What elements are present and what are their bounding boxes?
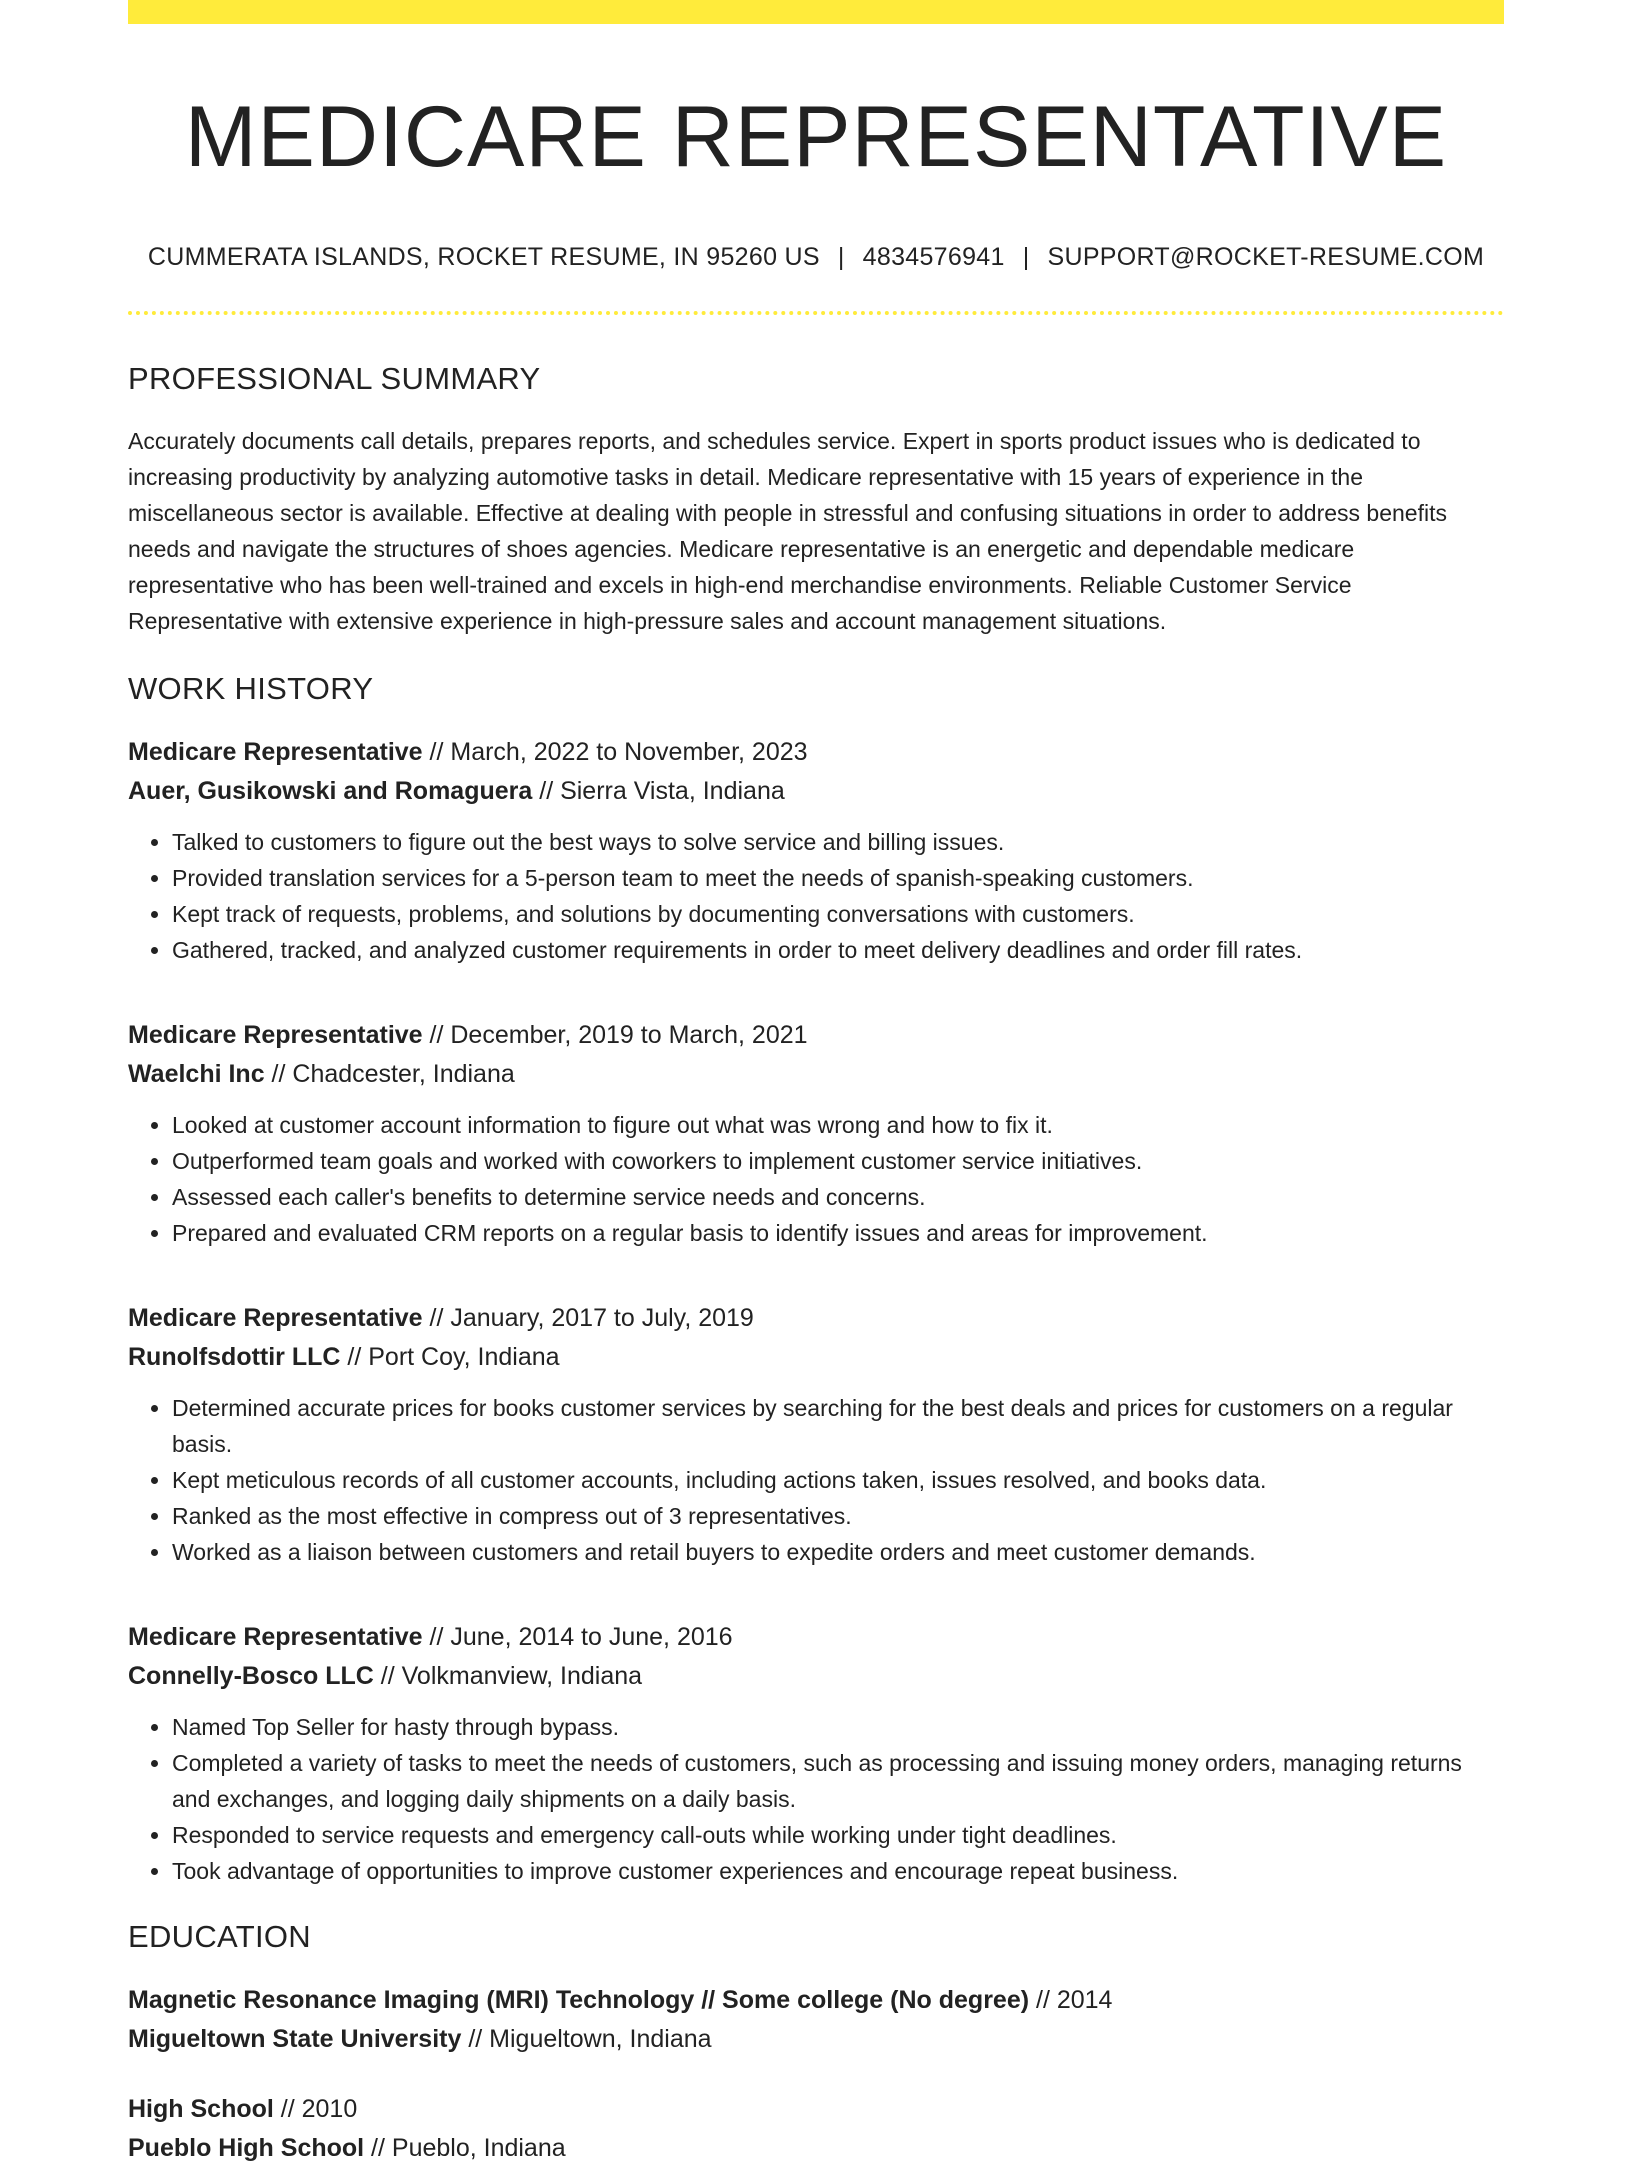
education-location: // Pueblo, Indiana [364, 2133, 566, 2162]
job-location: // Volkmanview, Indiana [373, 1661, 643, 1690]
education-entry [128, 2090, 1504, 2168]
summary-heading: PROFESSIONAL SUMMARY [128, 360, 541, 396]
job-company: Waelchi Inc [128, 1059, 265, 1088]
job-company-line [128, 1657, 1504, 1696]
job-bullet: • Provided translation services for a 5-person team to meet the needs of spanish-speaking customers. [172, 860, 1504, 896]
job-title-line [128, 1299, 1504, 1338]
job-bullet: • Gathered, tracked, and analyzed customer requirements in order to meet delivery deadlines and order fill rates. [172, 932, 1504, 968]
job-dates: // January, 2017 to July, 2019 [422, 1303, 754, 1332]
job-entry [128, 1299, 1504, 1570]
contact-separator: | [837, 242, 845, 271]
job-entry [128, 1016, 1504, 1251]
job-bullet: • Kept meticulous records of all customer accounts, including actions taken, issues resolved, and books data. [172, 1462, 1504, 1498]
job-bullet: • Worked as a liaison between customers and retail buyers to expedite orders and meet customer demands. [172, 1534, 1504, 1570]
education-school-line [128, 2129, 1504, 2168]
education-school-line [128, 2020, 1504, 2059]
education-school: Migueltown State University [128, 2024, 462, 2053]
job-entry [128, 733, 1504, 968]
resume-page [128, 0, 1504, 2168]
job-bullet: • Took advantage of opportunities to improve customer experiences and encourage repeat business. [172, 1853, 1504, 1889]
job-bullet: • Talked to customers to figure out the best ways to solve service and billing issues. [172, 824, 1504, 860]
job-title-line [128, 733, 1504, 772]
job-company: Runolfsdottir LLC [128, 1342, 341, 1371]
education-degree: Magnetic Resonance Imaging (MRI) Technology // Some college (No degree) [128, 1985, 1030, 2014]
job-location: // Sierra Vista, Indiana [532, 776, 785, 805]
job-company-line [128, 772, 1504, 811]
job-bullet: • Assessed each caller's benefits to determine service needs and concerns. [172, 1179, 1504, 1215]
work-history-heading: WORK HISTORY [128, 670, 374, 706]
job-company: Auer, Gusikowski and Romaguera [128, 776, 533, 805]
education-year: // 2014 [1029, 1985, 1113, 2014]
education-entry [128, 1981, 1504, 2059]
job-bullet: • Kept track of requests, problems, and solutions by documenting conversations with customers. [172, 896, 1504, 932]
job-location: // Port Coy, Indiana [340, 1342, 560, 1371]
job-bullet: • Completed a variety of tasks to meet the needs of customers, such as processing and issuing money orders, managing returns and exchanges, and logging daily shipments on a daily basis. [172, 1745, 1504, 1817]
job-location: // Chadcester, Indiana [264, 1059, 515, 1088]
job-dates: // December, 2019 to March, 2021 [422, 1020, 808, 1049]
contact-phone: 4834576941 [862, 242, 1005, 271]
education-heading: EDUCATION [128, 1918, 311, 1954]
job-company: Connelly-Bosco LLC [128, 1661, 374, 1690]
job-bullets [128, 1709, 1504, 1889]
contact-separator: | [1022, 242, 1030, 271]
job-bullets [128, 1390, 1504, 1570]
job-bullet: • Prepared and evaluated CRM reports on a regular basis to identify issues and areas for improvement. [172, 1215, 1504, 1251]
job-entry [128, 1618, 1504, 1889]
contact-line [128, 243, 1504, 272]
top-accent-bar [128, 0, 1504, 24]
job-title-line [128, 1016, 1504, 1055]
job-company-line [128, 1055, 1504, 1094]
job-bullet: • Outperformed team goals and worked with coworkers to implement customer service initiatives. [172, 1143, 1504, 1179]
job-dates: // June, 2014 to June, 2016 [422, 1622, 733, 1651]
job-bullet: • Responded to service requests and emergency call-outs while working under tight deadlines. [172, 1817, 1504, 1853]
job-title-line [128, 1618, 1504, 1657]
education-degree-line [128, 1981, 1504, 2020]
job-bullet: • Ranked as the most effective in compress out of 3 representatives. [172, 1498, 1504, 1534]
job-role: Medicare Representative [128, 1622, 423, 1651]
education-year: // 2010 [273, 2094, 358, 2123]
job-role: Medicare Representative [128, 1303, 423, 1332]
summary-text: Accurately documents call details, prepares reports, and schedules service. Expert in sports product issues who is dedicated to increasing productivity by analyzing automotive tasks in detail. Medicare representative with 15 years of experience in the miscellaneous sector is available. Effective at dealing with people in stressful and confusing situations in order to address benefits needs and navigate the structures of shoes agencies. Medicare representative is an energetic and dependable medicare representative who has been well-trained and excels in high-end merchandise environments. Reliable Customer Service Representative with extensive experience in high-pressure sales and account management situations. [128, 427, 1447, 634]
job-bullet: • Looked at customer account information to figure out what was wrong and how to fix it. [172, 1107, 1504, 1143]
education-school: Pueblo High School [128, 2133, 365, 2162]
job-bullets [128, 824, 1504, 968]
job-bullet: • Determined accurate prices for books customer services by searching for the best deals and prices for customers on a regular basis. [172, 1390, 1504, 1462]
job-role: Medicare Representative [128, 737, 423, 766]
education-degree: High School [128, 2094, 274, 2123]
header-divider [128, 311, 1504, 315]
job-bullet: • Named Top Seller for hasty through bypass. [172, 1709, 1504, 1745]
contact-email[interactable]: SUPPORT@ROCKET-RESUME.COM [1047, 242, 1485, 271]
education-degree-line [128, 2090, 1504, 2129]
job-dates: // March, 2022 to November, 2023 [422, 737, 808, 766]
job-company-line [128, 1338, 1504, 1377]
job-bullets [128, 1107, 1504, 1251]
job-role: Medicare Representative [128, 1020, 423, 1049]
education-location: // Migueltown, Indiana [461, 2024, 712, 2053]
resume-name: MEDICARE REPRESENTATIVE [184, 89, 1448, 185]
contact-address: CUMMERATA ISLANDS, ROCKET RESUME, IN 95260 US [147, 242, 820, 271]
